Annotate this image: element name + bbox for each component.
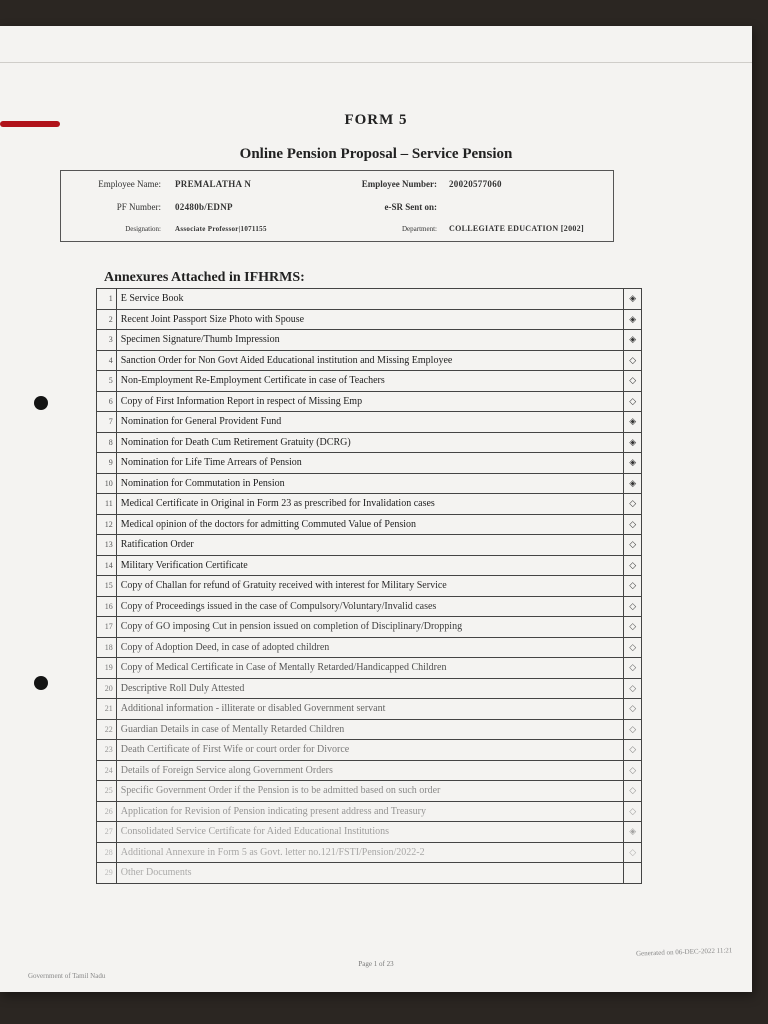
attachment-status-icon: ◇	[624, 350, 642, 371]
attachment-status-icon: ◇	[624, 781, 642, 802]
attachment-status-icon: ◇	[624, 637, 642, 658]
annexure-number: 17	[97, 617, 117, 638]
form-title: FORM 5	[344, 112, 408, 128]
annexure-number: 10	[97, 473, 117, 494]
annexure-number: 25	[97, 781, 117, 802]
attachment-status-icon: ◇	[624, 576, 642, 597]
table-row	[97, 473, 642, 494]
table-row	[97, 699, 642, 720]
employee-number-label: Employee Number:	[361, 179, 437, 189]
annexure-title: Medical Certificate in Original in Form 23 as prescribed for Invalidation cases	[116, 494, 624, 515]
attachment-status-icon: ◇	[624, 801, 642, 822]
attachment-status-icon: ◇	[624, 617, 642, 638]
annexure-number: 15	[97, 576, 117, 597]
annexure-number: 6	[97, 391, 117, 412]
attachment-status-icon: ◇	[624, 699, 642, 720]
attachment-status-icon: ◈	[624, 473, 642, 494]
annexure-title: Nomination for General Provident Fund	[116, 412, 624, 433]
table-row	[97, 617, 642, 638]
annexure-number: 9	[97, 453, 117, 474]
attachment-status-icon: ◇	[624, 760, 642, 781]
annexure-title: Copy of Medical Certificate in Case of Mentally Retarded/Handicapped Children	[116, 658, 624, 679]
table-row	[97, 453, 642, 474]
generated-timestamp: Generated on 06-DEC-2022 11:21	[635, 946, 733, 958]
attachment-status-icon: ◇	[624, 555, 642, 576]
table-row	[97, 391, 642, 412]
table-row	[97, 596, 642, 617]
annexure-title: Nomination for Death Cum Retirement Gratuity (DCRG)	[116, 432, 624, 453]
annexure-number: 1	[97, 289, 117, 310]
punch-hole-bottom	[34, 676, 48, 690]
table-row	[97, 678, 642, 699]
annexure-title: Guardian Details in case of Mentally Retarded Children	[116, 719, 624, 740]
attachment-status-icon	[624, 863, 642, 884]
table-row	[97, 740, 642, 761]
table-row	[97, 760, 642, 781]
attachment-status-icon: ◇	[624, 678, 642, 699]
annexure-number: 22	[97, 719, 117, 740]
annexure-title: Ratification Order	[116, 535, 624, 556]
annexure-title: Additional information - illiterate or disabled Government servant	[116, 699, 624, 720]
attachment-status-icon: ◇	[624, 371, 642, 392]
annexure-number: 4	[97, 350, 117, 371]
employee-name-label: Employee Name:	[98, 179, 161, 189]
punch-hole-top	[34, 396, 48, 410]
annexure-number: 21	[97, 699, 117, 720]
attachment-status-icon: ◇	[624, 391, 642, 412]
attachment-status-icon: ◇	[624, 514, 642, 535]
table-row	[97, 842, 642, 863]
table-row	[97, 371, 642, 392]
designation-label: Designation:	[125, 225, 161, 233]
annexure-title: Specific Government Order if the Pension is to be admitted based on such order	[116, 781, 624, 802]
table-row	[97, 781, 642, 802]
table-row	[97, 863, 642, 884]
attachment-status-icon: ◈	[624, 289, 642, 310]
table-row	[97, 822, 642, 843]
table-row	[97, 289, 642, 310]
pf-number-label: PF Number:	[116, 202, 161, 212]
annexure-title: Copy of GO imposing Cut in pension issued on completion of Disciplinary/Dropping	[116, 617, 624, 638]
table-row	[97, 637, 642, 658]
annexure-number: 29	[97, 863, 117, 884]
table-row	[97, 330, 642, 351]
attachment-status-icon: ◈	[624, 309, 642, 330]
annexure-title: Additional Annexure in Form 5 as Govt. letter no.121/FSTI/Pension/2022-2	[116, 842, 624, 863]
department-label: Department:	[402, 225, 437, 233]
annexure-title: Medical opinion of the doctors for admitting Commuted Value of Pension	[116, 514, 624, 535]
annexure-title: Military Verification Certificate	[116, 555, 624, 576]
form-subtitle: Online Pension Proposal – Service Pension	[239, 146, 513, 162]
attachment-status-icon: ◈	[624, 412, 642, 433]
esr-sent-label: e-SR Sent on:	[384, 202, 437, 212]
attachment-status-icon: ◇	[624, 494, 642, 515]
attachment-status-icon: ◇	[624, 842, 642, 863]
annexure-number: 7	[97, 412, 117, 433]
table-row	[97, 494, 642, 515]
table-row	[97, 535, 642, 556]
department-value: COLLEGIATE EDUCATION [2002]	[449, 224, 584, 233]
annexures-table	[96, 288, 642, 884]
annexure-title: Application for Revision of Pension indicating present address and Treasury	[116, 801, 624, 822]
annexure-number: 13	[97, 535, 117, 556]
annexures-heading: Annexures Attached in IFHRMS:	[104, 270, 305, 285]
table-row	[97, 719, 642, 740]
attachment-status-icon: ◈	[624, 453, 642, 474]
attachment-status-icon: ◈	[624, 822, 642, 843]
annexure-number: 11	[97, 494, 117, 515]
annexure-title: Death Certificate of First Wife or court order for Divorce	[116, 740, 624, 761]
annexure-title: Nomination for Commutation in Pension	[116, 473, 624, 494]
employee-name-value: PREMALATHA N	[175, 179, 252, 189]
annexure-number: 8	[97, 432, 117, 453]
annexure-number: 3	[97, 330, 117, 351]
annexure-title: Consolidated Service Certificate for Aided Educational Institutions	[116, 822, 624, 843]
annexure-title: Descriptive Roll Duly Attested	[116, 678, 624, 699]
annexure-number: 24	[97, 760, 117, 781]
table-row	[97, 514, 642, 535]
annexure-number: 18	[97, 637, 117, 658]
attachment-status-icon: ◈	[624, 330, 642, 351]
attachment-status-icon: ◇	[624, 596, 642, 617]
annexure-title: E Service Book	[116, 289, 624, 310]
annexure-title: Recent Joint Passport Size Photo with Spouse	[116, 309, 624, 330]
annexure-number: 16	[97, 596, 117, 617]
attachment-status-icon: ◈	[624, 432, 642, 453]
document-page	[0, 26, 752, 992]
annexure-title: Copy of First Information Report in respect of Missing Emp	[116, 391, 624, 412]
annexure-title: Sanction Order for Non Govt Aided Educational institution and Missing Employee	[116, 350, 624, 371]
annexure-number: 28	[97, 842, 117, 863]
annexure-title: Nomination for Life Time Arrears of Pension	[116, 453, 624, 474]
page-number: Page 1 of 23	[358, 960, 394, 968]
table-row	[97, 309, 642, 330]
annexure-title: Copy of Proceedings issued in the case of Compulsory/Voluntary/Invalid cases	[116, 596, 624, 617]
annexure-number: 2	[97, 309, 117, 330]
attachment-status-icon: ◇	[624, 740, 642, 761]
table-row	[97, 350, 642, 371]
table-row	[97, 555, 642, 576]
table-row	[97, 801, 642, 822]
annexure-title: Non-Employment Re-Employment Certificate in case of Teachers	[116, 371, 624, 392]
employee-details-box	[60, 170, 614, 242]
pf-number-value: 02480b/EDNP	[175, 202, 233, 212]
employee-number-value: 20020577060	[449, 179, 502, 189]
table-row	[97, 576, 642, 597]
designation-value: Associate Professor|1071155	[175, 225, 267, 233]
attachment-status-icon: ◇	[624, 719, 642, 740]
annexure-title: Other Documents	[116, 863, 624, 884]
page-fold-line	[0, 62, 752, 63]
attachment-status-icon: ◇	[624, 535, 642, 556]
annexure-number: 26	[97, 801, 117, 822]
annexure-number: 23	[97, 740, 117, 761]
annexure-title: Details of Foreign Service along Government Orders	[116, 760, 624, 781]
annexure-number: 20	[97, 678, 117, 699]
annexure-number: 12	[97, 514, 117, 535]
annexure-title: Copy of Challan for refund of Gratuity received with interest for Military Service	[116, 576, 624, 597]
annexure-number: 27	[97, 822, 117, 843]
table-row	[97, 412, 642, 433]
attachment-status-icon: ◇	[624, 658, 642, 679]
table-row	[97, 658, 642, 679]
annexure-title: Copy of Adoption Deed, in case of adopted children	[116, 637, 624, 658]
table-row	[97, 432, 642, 453]
footer-organization: Government of Tamil Nadu	[28, 972, 106, 980]
annexure-title: Specimen Signature/Thumb Impression	[116, 330, 624, 351]
annexure-number: 14	[97, 555, 117, 576]
annexure-number: 19	[97, 658, 117, 679]
annexure-number: 5	[97, 371, 117, 392]
